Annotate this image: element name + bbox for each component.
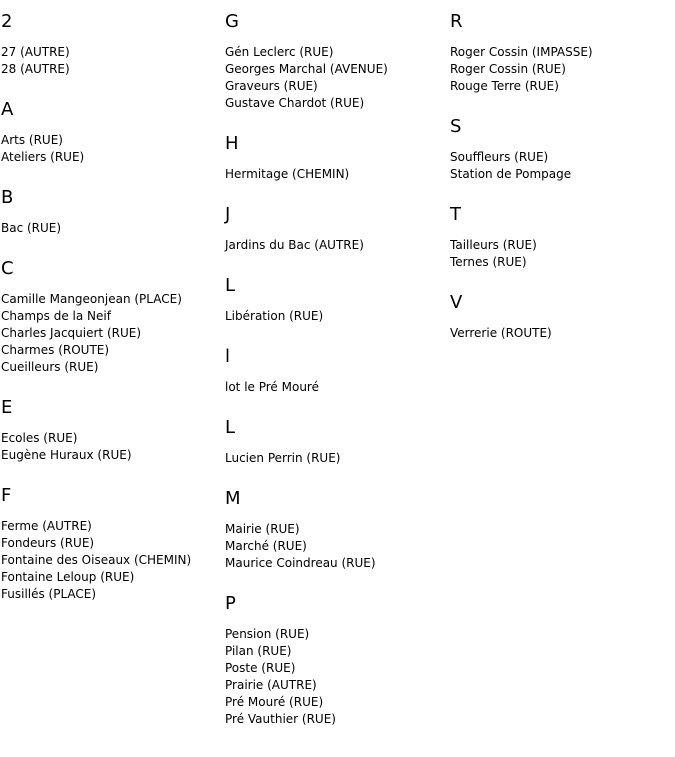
street-list [225, 521, 447, 572]
letter-group-l [225, 274, 447, 325]
street-list [225, 379, 447, 396]
letter-group-e [1, 396, 223, 464]
letter-heading: B [1, 187, 14, 208]
letter-group-l-second [225, 416, 447, 467]
letter-heading: F [1, 485, 12, 506]
letter-heading: l [225, 346, 231, 367]
street-list [225, 44, 447, 112]
street-list [225, 450, 447, 467]
street-list [1, 220, 223, 237]
street-item: Maurice Coindreau (RUE) [225, 556, 376, 570]
street-item: Fontaine des Oiseaux (CHEMIN) [1, 553, 192, 567]
letter-group-l-lowercase [225, 345, 447, 396]
street-item: Gén Leclerc (RUE) [225, 45, 334, 59]
street-item: Prairie (AUTRE) [225, 678, 317, 692]
street-item: Marché (RUE) [225, 539, 307, 553]
street-list [450, 237, 672, 271]
street-item: Pré Vauthier (RUE) [225, 712, 336, 726]
street-item: Arts (RUE) [1, 133, 63, 147]
letter-heading: H [225, 133, 239, 154]
street-item: Charles Jacquiert (RUE) [1, 326, 142, 340]
letter-group-j [225, 203, 447, 254]
letter-group-h [225, 132, 447, 183]
street-item: Poste (RUE) [225, 661, 296, 675]
street-item: Ferme (AUTRE) [1, 519, 92, 533]
street-list [1, 291, 223, 376]
letter-group-c [1, 257, 223, 376]
street-item: Fusillés (PLACE) [1, 587, 97, 601]
street-item: Mairie (RUE) [225, 522, 300, 536]
street-item: Eugène Huraux (RUE) [1, 448, 132, 462]
letter-heading: L [225, 417, 236, 438]
street-item: 27 (AUTRE) [1, 45, 70, 59]
street-item: lot le Pré Mouré [225, 380, 319, 394]
street-list [225, 166, 447, 183]
street-item: Camille Mangeonjean (PLACE) [1, 292, 182, 306]
letter-heading: P [225, 593, 236, 614]
street-list [225, 308, 447, 325]
street-item: Ternes (RUE) [450, 255, 527, 269]
street-item: Ateliers (RUE) [1, 150, 85, 164]
street-item: Tailleurs (RUE) [450, 238, 537, 252]
street-list [225, 626, 447, 728]
letter-group-t [450, 203, 672, 271]
street-item: Graveurs (RUE) [225, 79, 318, 93]
street-list [450, 325, 672, 342]
street-list [450, 44, 672, 95]
letter-heading: A [1, 99, 14, 120]
letter-heading: L [225, 275, 236, 296]
street-item: Verrerie (ROUTE) [450, 326, 552, 340]
street-list [1, 430, 223, 464]
letter-group-s [450, 115, 672, 183]
street-item: Roger Cossin (IMPASSE) [450, 45, 593, 59]
letter-heading: R [450, 11, 463, 32]
letter-heading: C [1, 258, 14, 279]
letter-group-g [225, 10, 447, 112]
letter-group-r [450, 10, 672, 95]
street-item: Fontaine Leloup (RUE) [1, 570, 135, 584]
letter-heading: S [450, 116, 462, 137]
street-item: Jardins du Bac (AUTRE) [225, 238, 364, 252]
street-list [1, 518, 223, 603]
street-item: Roger Cossin (RUE) [450, 62, 566, 76]
street-item: Pré Mouré (RUE) [225, 695, 324, 709]
street-list [1, 44, 223, 78]
street-list [225, 237, 447, 254]
street-list [1, 132, 223, 166]
letter-group-a [1, 98, 223, 166]
street-item: Ecoles (RUE) [1, 431, 78, 445]
index-column-1 [1, 10, 223, 623]
street-list [450, 149, 672, 183]
street-item: Georges Marchal (AVENUE) [225, 62, 388, 76]
street-item: Gustave Chardot (RUE) [225, 96, 365, 110]
letter-group-2 [1, 10, 223, 78]
letter-heading: T [450, 204, 461, 225]
street-item: Cueilleurs (RUE) [1, 360, 99, 374]
street-item: Souffleurs (RUE) [450, 150, 549, 164]
letter-heading: 2 [1, 11, 13, 32]
street-item: Fondeurs (RUE) [1, 536, 95, 550]
letter-heading: J [225, 204, 231, 225]
letter-heading: V [450, 292, 463, 313]
street-item: Lucien Perrin (RUE) [225, 451, 341, 465]
street-item: Station de Pompage [450, 167, 572, 181]
street-item: Pension (RUE) [225, 627, 310, 641]
street-item: 28 (AUTRE) [1, 62, 70, 76]
street-item: Champs de la Neif [1, 309, 111, 323]
street-item: Hermitage (CHEMIN) [225, 167, 350, 181]
index-column-2 [225, 10, 447, 748]
letter-heading: E [1, 397, 13, 418]
letter-group-b [1, 186, 223, 237]
street-item: Rouge Terre (RUE) [450, 79, 559, 93]
letter-heading: G [225, 11, 239, 32]
letter-group-m [225, 487, 447, 572]
letter-heading: M [225, 488, 241, 509]
street-item: Libération (RUE) [225, 309, 324, 323]
street-item: Charmes (ROUTE) [1, 343, 110, 357]
letter-group-v [450, 291, 672, 342]
index-column-3 [450, 10, 672, 362]
letter-group-f [1, 484, 223, 603]
street-item: Bac (RUE) [1, 221, 62, 235]
letter-group-p [225, 592, 447, 728]
street-item: Pilan (RUE) [225, 644, 292, 658]
